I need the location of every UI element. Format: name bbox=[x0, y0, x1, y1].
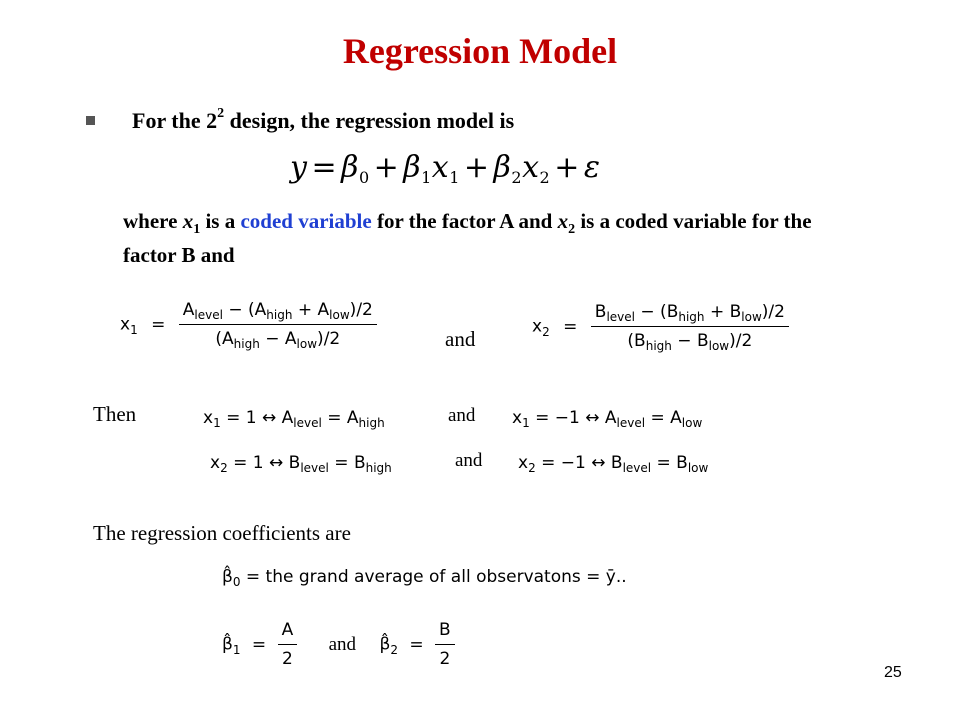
x2-definition: $x_2$ = $\frac{B_{level} - (B_{high} + B_{low})/2}{(B_{high} - B_{low})/2}$ bbox=[532, 302, 789, 351]
then-line-b-low: $x_2 = -1$ ↔ $B_{level} = B_{low}$ bbox=[518, 453, 709, 475]
beta0-definition: $\betâ_0$ = the grand average of all observatons = ȳ.. bbox=[222, 567, 627, 589]
and-label: and bbox=[445, 327, 476, 351]
bullet-text: For the $2^2$ design, the regression model is bbox=[132, 106, 515, 133]
then-line-a-high: $x_1 = 1$ ↔ $A_{level} = A_{high}$ bbox=[203, 408, 385, 430]
x1-definition: $x_1$ = $\frac{A_{level} - (A_{high} + A_{low})/2}{(A_{high} - A_{low})/2}$ bbox=[120, 300, 377, 349]
beta1-beta2-definition: $\betâ_1$ = $\frac{A}{2}$ and $\betâ_2$ = $\frac{B}{2}$ bbox=[222, 620, 455, 669]
page-number: 25 bbox=[884, 664, 902, 681]
bullet-marker bbox=[86, 116, 95, 125]
then-and-1: and bbox=[448, 405, 476, 426]
coefficients-label: The regression coefficients are bbox=[93, 521, 351, 545]
then-label: Then bbox=[93, 402, 137, 426]
then-and-2: and bbox=[455, 450, 483, 471]
regression-model-formula: $y = \beta_0 + \beta_1x_1 + \beta_2x_2 + \varepsilon$ bbox=[290, 150, 601, 187]
coded-variable-highlight: coded variable bbox=[240, 209, 372, 233]
slide-title: Regression Model bbox=[342, 31, 618, 71]
then-line-a-low: $x_1 = -1$ ↔ $A_{level} = A_{low}$ bbox=[512, 408, 703, 430]
then-line-b-high: $x_2 = 1$ ↔ $B_{level} = B_{high}$ bbox=[210, 453, 392, 475]
coded-variable-description: where $x_1$ is a coded variable for the factor A and $x_2$ is a coded variable for the factor B and bbox=[123, 209, 812, 267]
